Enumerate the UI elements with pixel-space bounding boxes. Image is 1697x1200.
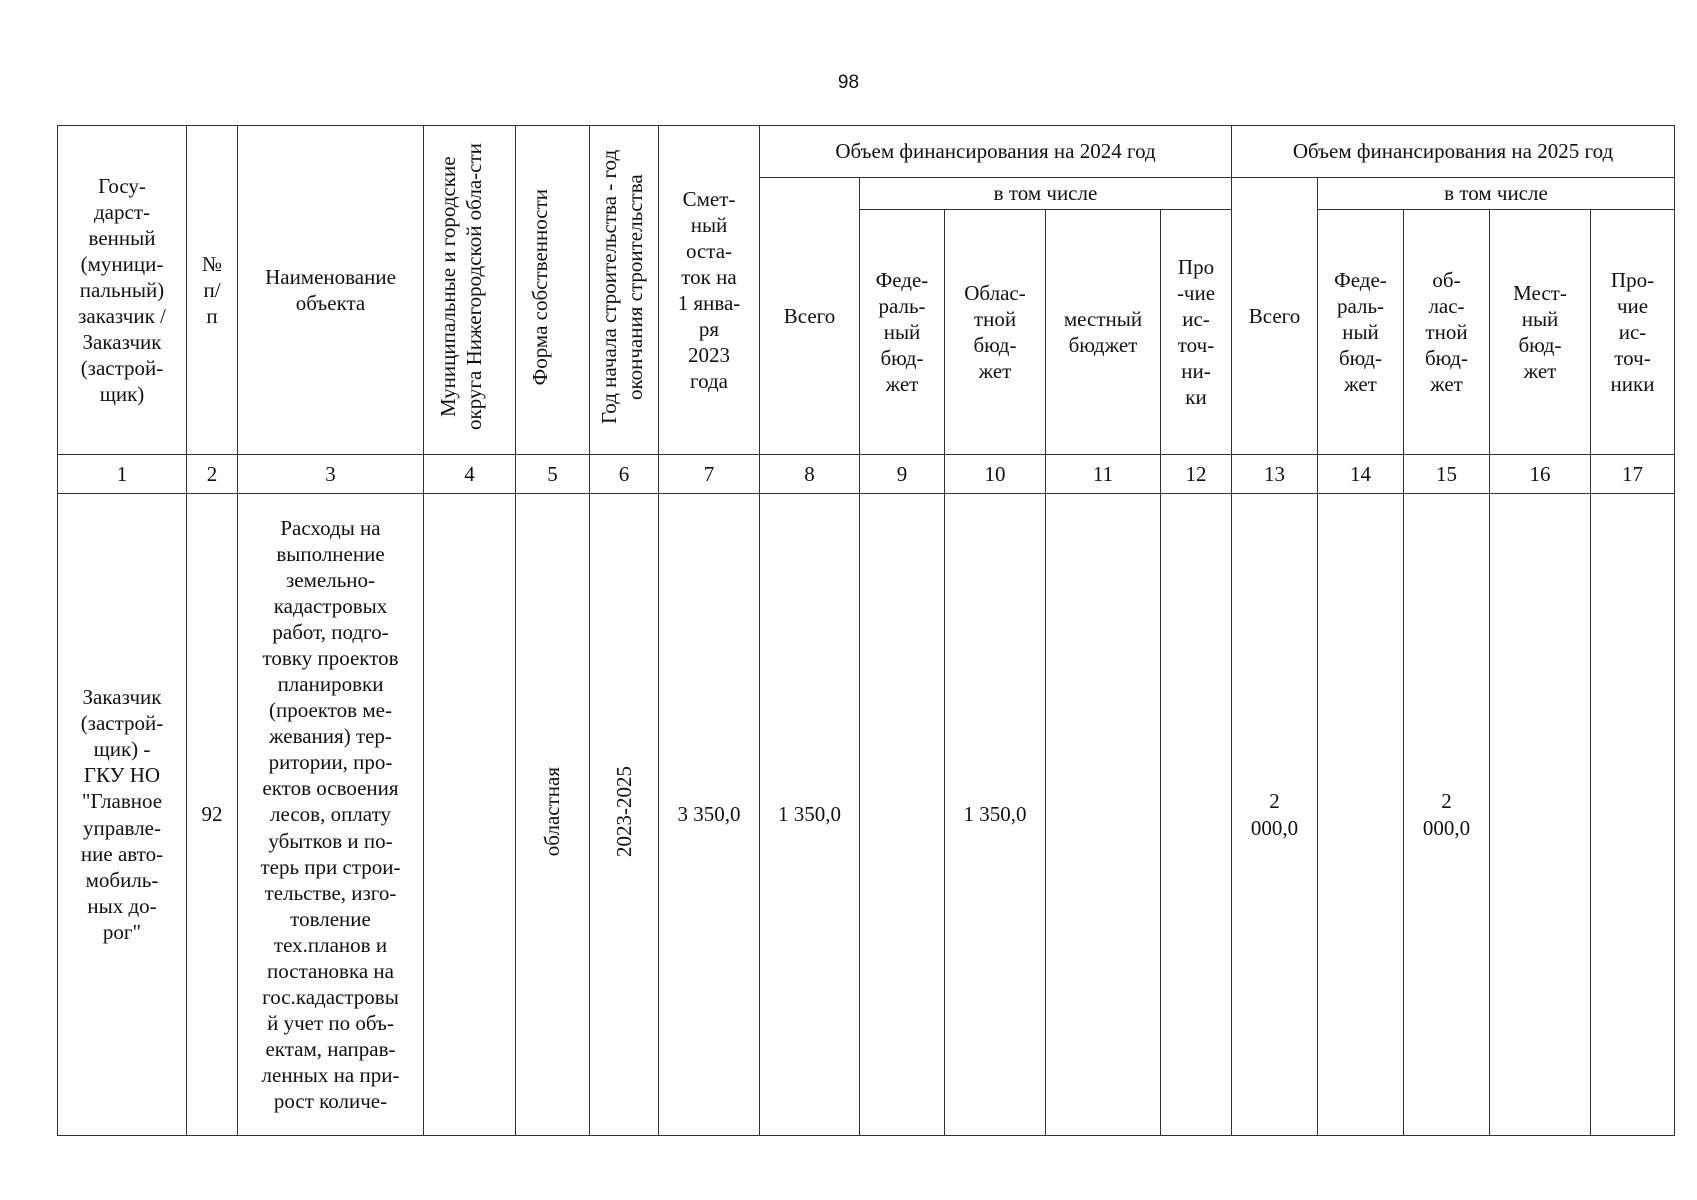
- column-number: 10: [945, 455, 1046, 494]
- column-number: 17: [1591, 455, 1675, 494]
- row-other-2025: [1591, 494, 1675, 1136]
- construction-funding-table: [57, 125, 1675, 1136]
- column-number: 16: [1490, 455, 1591, 494]
- column-number: 5: [516, 455, 590, 494]
- header-customer: Госу- дарст- венный (муници- пальный) заказчик / Заказчик (застрой- щик): [58, 126, 187, 455]
- row-estimate: 3 350,0: [659, 494, 760, 1136]
- column-number: 11: [1046, 455, 1161, 494]
- header-funding-2025: Объем финансирования на 2025 год: [1232, 126, 1675, 178]
- row-regional-2024: 1 350,0: [945, 494, 1046, 1136]
- column-number: 7: [659, 455, 760, 494]
- header-including-2025: в том числе: [1318, 178, 1675, 210]
- row-number: 92: [187, 494, 238, 1136]
- header-ownership: Форма собственности: [527, 188, 552, 386]
- row-other-2024: [1161, 494, 1232, 1136]
- header-ownership-cell: [516, 126, 590, 455]
- header-funding-2024: Объем финансирования на 2024 год: [760, 126, 1232, 178]
- row-description: Расходы на выполнение земельно- кадастровых работ, подго- товку проектов планировки (проектов ме- жевания) тер- ритории, про- ектов освоения лесов, оплату убытков и по- терь при строи- тельстве, изго- товление тех.планов и постановка на гос.кадастровы й учет по объ- ектам, направ- ленных на при- рост количе-: [238, 494, 424, 1136]
- column-number: 13: [1232, 455, 1318, 494]
- header-other-2025: Про- чие ис- точ- ники: [1591, 210, 1675, 455]
- header-row-number: № п/ п: [187, 126, 238, 455]
- column-number-row: [58, 455, 1675, 494]
- column-number: 9: [860, 455, 945, 494]
- header-object-name: Наименование объекта: [238, 126, 424, 455]
- header-regional-2024: Облас- тной бюд- жет: [945, 210, 1046, 455]
- column-number: 6: [590, 455, 659, 494]
- header-federal-2024: Феде- раль- ный бюд- жет: [860, 210, 945, 455]
- row-regional-2025: 2 000,0: [1404, 494, 1490, 1136]
- row-local-2024: [1046, 494, 1161, 1136]
- header-years: Год начала строительства - год окончания строительства: [597, 149, 648, 425]
- row-local-2025: [1490, 494, 1591, 1136]
- row-federal-2025: [1318, 494, 1404, 1136]
- row-total-2025: 2 000,0: [1232, 494, 1318, 1136]
- column-number: 3: [238, 455, 424, 494]
- column-number: 8: [760, 455, 860, 494]
- row-ownership-cell: [516, 494, 590, 1136]
- column-number: 2: [187, 455, 238, 494]
- header-municipality-cell: [424, 126, 516, 455]
- header-including-2024: в том числе: [860, 178, 1232, 210]
- row-years: 2023-2025: [611, 765, 636, 857]
- header-federal-2025: Феде- раль- ный бюд- жет: [1318, 210, 1404, 455]
- column-number: 15: [1404, 455, 1490, 494]
- header-regional-2025: об- лас- тной бюд- жет: [1404, 210, 1490, 455]
- row-municipality: [424, 494, 516, 1136]
- header-local-2024: местный бюджет: [1046, 210, 1161, 455]
- header-estimate: Смет- ный оста- ток на 1 янва- ря 2023 года: [659, 126, 760, 455]
- column-number: 14: [1318, 455, 1404, 494]
- header-municipality: Муниципальные и городские округа Нижегородской обла-сти: [435, 143, 486, 431]
- table-row: [58, 494, 1675, 1136]
- row-total-2024: 1 350,0: [760, 494, 860, 1136]
- row-ownership: областная: [540, 766, 565, 857]
- header-total-2025: Всего: [1232, 178, 1318, 455]
- column-number: 12: [1161, 455, 1232, 494]
- row-customer: Заказчик (застрой- щик) - ГКУ НО "Главное управле- ние авто- мобиль- ных до- рог": [58, 494, 187, 1136]
- row-federal-2024: [860, 494, 945, 1136]
- page-number: 98: [837, 72, 860, 93]
- column-number: 4: [424, 455, 516, 494]
- header-other-2024: Про -чие ис- точ- ни- ки: [1161, 210, 1232, 455]
- column-number: 1: [58, 455, 187, 494]
- row-years-cell: [590, 494, 659, 1136]
- header-local-2025: Мест- ный бюд- жет: [1490, 210, 1591, 455]
- header-years-cell: [590, 126, 659, 455]
- header-total-2024: Всего: [760, 178, 860, 455]
